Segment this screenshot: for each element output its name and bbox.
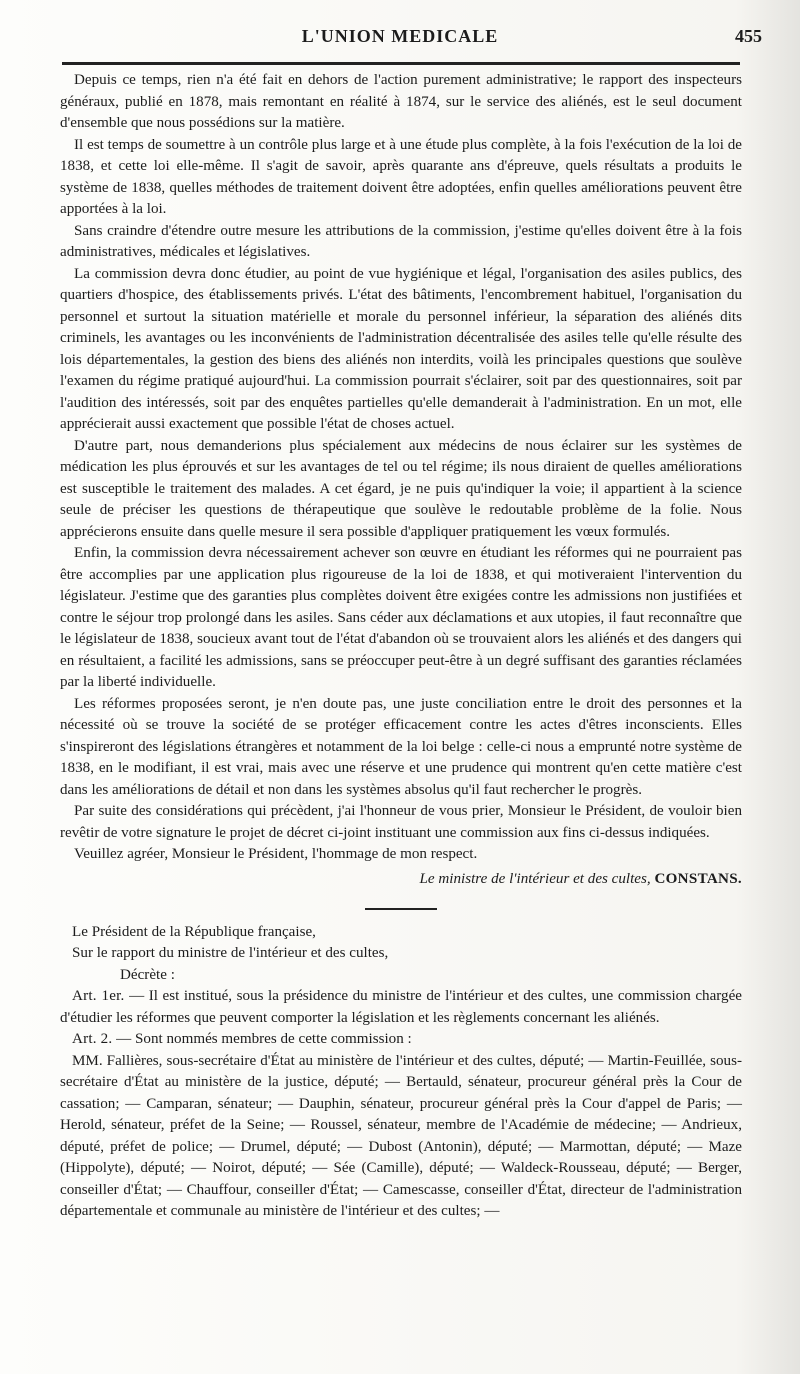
page-header [60, 26, 762, 56]
decree [60, 922, 742, 1223]
paragraph: Enfin, la commission devra nécessairement achever son œuvre en étudiant les réformes qui ne pourraient pas être accomplies par une application plus rigoureuse de la loi de 1838, et qui motiveraient l'intervention du législateur. J'estime que des garanties plus complètes doivent être exigées contre les admissions non justifiées et contre le séjour trop prolongé dans les asiles. Sans céder aux déclamations et aux utopies, il faut reconnaître que le législateur de 1838, soucieux avant tout de l'état d'abandon où se trouvaient alors les aliénés et des dangers qui en résultaient, a facilité les admissions, sans se préoccuper peut-être à un degré suffisant des garanties réclamées par la liberté individuelle. [60, 545, 742, 690]
article-2-label: Art. 2. [72, 1031, 113, 1047]
article-1-label: Art. 1er. [72, 988, 125, 1004]
decree-president: Le Président de la République française, [72, 923, 316, 940]
decree-article-1 [60, 986, 742, 1029]
running-title: L'UNION MEDICALE [301, 26, 499, 46]
paragraph: Il est temps de soumettre à un contrôle plus large et à une étude plus complète, à la fois l'exécution de la loi de 1838, et cette loi elle-même. Il s'agit de savoir, après quarante ans d'épreuve, quels résultats a produits le système de 1838, quelles méthodes de traitement doivent être adoptées, enfin quelles améliorations peuvent être apportées à la loi. [60, 136, 742, 217]
paragraph: Sans craindre d'étendre outre mesure les attributions de la commission, j'estime qu'elles doivent être à la fois administratives, médicales et législatives. [60, 222, 742, 260]
signature-name: CONSTANS. [654, 870, 742, 887]
paragraph: Les réformes proposées seront, je n'en doute pas, une juste conciliation entre le droit des personnes et la nécessité où se trouve la société de se protéger efficacement contre les actes d'êtres inconscients. Elles s'inspireront des législations étrangères et notamment de la loi belge : celle-ci nous a emprunté notre système de 1838, en le modifiant, il est vrai, mais avec une réserve et une prudence qui montrent qu'en cette matière c'est dans les améliorations de détail et non dans les systèmes absolus qu'il faut rechercher le progrès. [60, 695, 742, 798]
paragraph: Veuillez agréer, Monsieur le Président, l'hommage de mon respect. [74, 846, 478, 862]
decree-article-2 [60, 1029, 742, 1051]
paragraph: Depuis ce temps, rien n'a été fait en dehors de l'action purement administrative; le rapport des inspecteurs généraux, publié en 1878, mais remontant en réalité à 1874, sur le service des aliénés, est le seul document d'ensemble que nous possédions sur la matière. [60, 72, 742, 131]
section-separator [365, 908, 437, 910]
decree-decrete: Décrète : [120, 966, 175, 983]
paragraph: D'autre part, nous demanderions plus spécialement aux médecins de nous éclairer sur les systèmes de médication les plus éprouvés et sur les avantages de tel ou tel régime; ils nous diraient de quelles améliorations est susceptible le traitement des malades. A cet égard, je ne puis qu'indiquer la voie; il appartient à la science seule de préciser les questions de thérapeutique que soulève le redoutable problème de la folie. Nous apprécierons ensuite dans quelle mesure il sera possible d'appliquer pratiquement les vœux formulés. [60, 437, 742, 540]
header-rule [62, 62, 740, 65]
article-body [60, 70, 742, 1223]
article-2-text: — Sont nommés membres de cette commission : [116, 1031, 412, 1047]
article-1-text: — Il est institué, sous la présidence du ministre de l'intérieur et des cultes, une commission chargée d'étudier les réformes que peuvent comporter la législation et les règlements concernant les aliénés. [60, 988, 742, 1026]
signature [60, 868, 742, 890]
page-number: 455 [735, 26, 762, 46]
decree-members: MM. Fallières, sous-secrétaire d'État au ministère de l'intérieur et des cultes, député; — Martin-Feuillée, sous-secrétaire d'État au ministère de la justice, député; — Bertauld, sénateur, procureur général près la Cour de cassation; — Camparan, sénateur; — Dauphin, sénateur, procureur général près la Cour d'appel de Paris; — Herold, sénateur, préfet de la Seine; — Roussel, sénateur, membre de l'Académie de médecine; — Andrieux, député, préfet de police; — Drumel, député; — Dubost (Antonin), député; — Marmottan, député; — Maze (Hippolyte), député; — Noirot, député; — Sée (Camille), député; — Waldeck-Rousseau, député; — Berger, conseiller d'État; — Chauffour, conseiller d'État; — Camescasse, conseiller d'État, directeur de l'administration départementale et communale au ministère de l'intérieur et des cultes; — [60, 1052, 742, 1219]
signature-title: Le ministre de l'intérieur et des cultes, [419, 870, 651, 887]
decree-rapport: Sur le rapport du ministre de l'intérieur et des cultes, [72, 945, 389, 961]
paragraph: Par suite des considérations qui précèdent, j'ai l'honneur de vous prier, Monsieur le Président, de vouloir bien revêtir de votre signature le projet de décret ci-joint instituant une commission aux fins ci-dessus indiquées. [60, 803, 742, 841]
paragraph: La commission devra donc étudier, au point de vue hygiénique et légal, l'organisation des asiles publics, des quartiers d'hospice, des établissements privés. L'état des bâtiments, l'encombrement habituel, l'organisation du personnel et surtout la situation matérielle et morale du personnel inférieur, la séparation des aliénés dits criminels, les avantages ou les inconvénients de l'administration décentralisée des asiles telle qu'elle résulte des lois départementales, la gestion des biens des aliénés non interdits, voilà les principales questions que soulève l'examen du régime pratiqué aujourd'hui. La commission pourrait s'éclairer, soit par des questionnaires, soit par l'audition des intéressés, soit par des enquêtes partielles qu'elle demanderait à l'administration. En un mot, elle apprécierait aussi exactement que possible l'état de choses actuel. [60, 265, 742, 432]
